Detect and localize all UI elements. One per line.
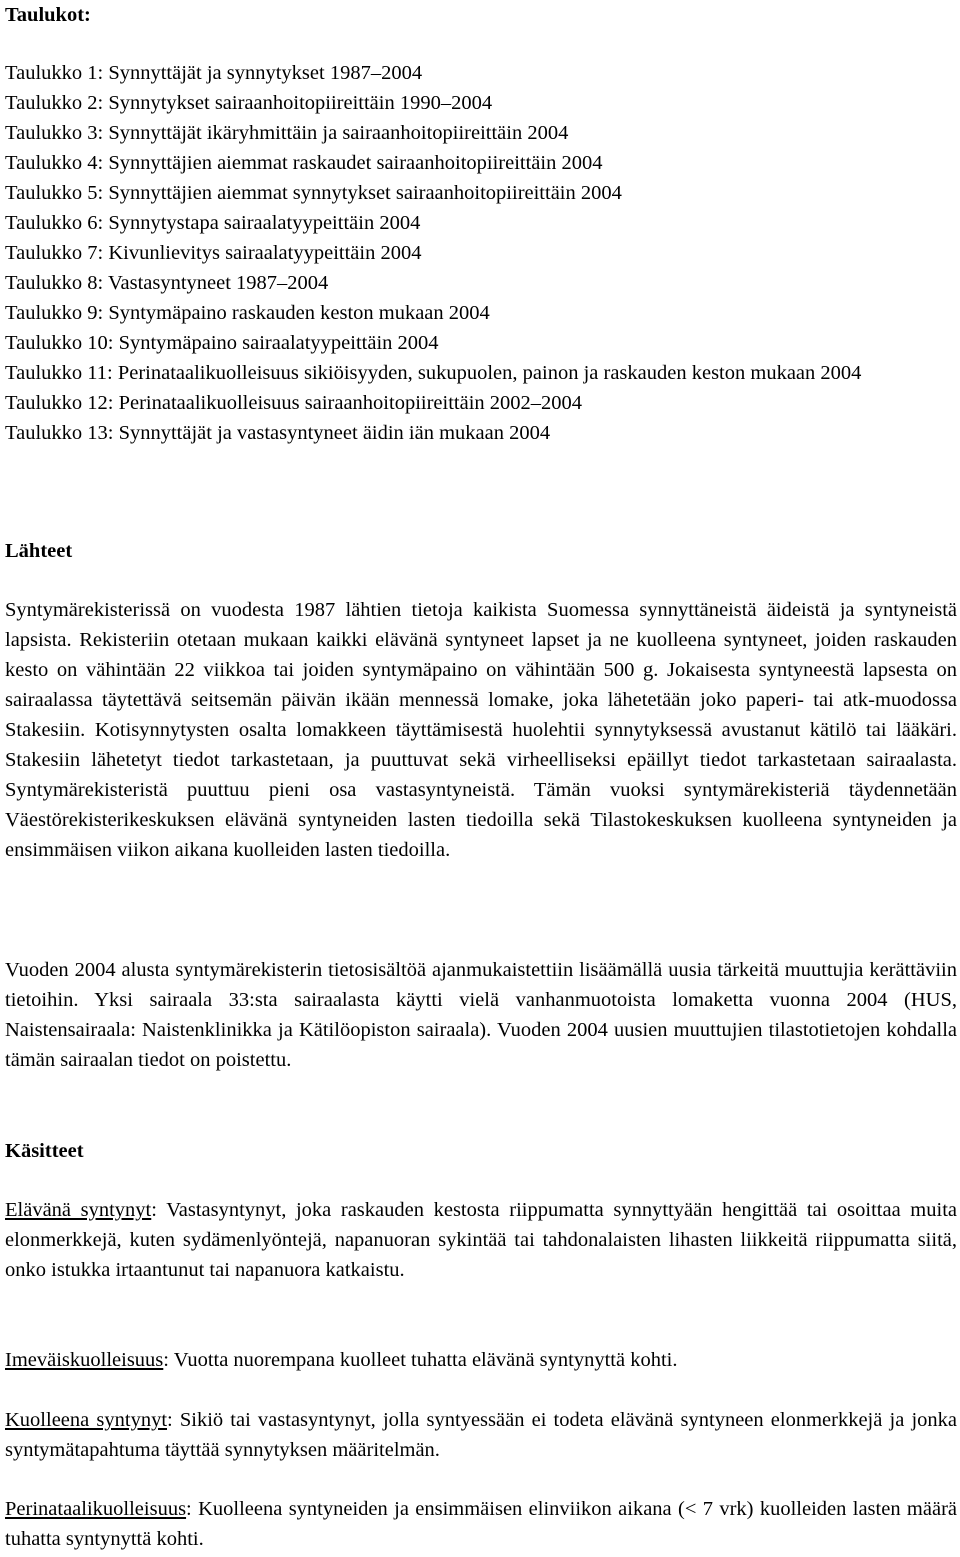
page-title: Taulukot:: [5, 4, 91, 26]
concept-term: Imeväiskuolleisuus: [5, 1349, 164, 1371]
table-list-item: Taulukko 11: Perinataalikuolleisuus sikiöisyyden, sukupuolen, painon ja raskauden keston mukaan 2004: [5, 362, 862, 384]
table-list-item: Taulukko 6: Synnytystapa sairaalatyypeittäin 2004: [5, 212, 421, 234]
table-list-item: Taulukko 1: Synnyttäjät ja synnytykset 1987–2004: [5, 62, 423, 84]
concept-definition: [5, 1405, 957, 1465]
concept-text: : Kuolleena syntyneiden ja ensimmäisen elinviikon aikana (< 7 vrk) kuolleiden lasten määrä tuhatta syntynyttä kohti.: [5, 1498, 957, 1550]
table-list-item: Taulukko 7: Kivunlievitys sairaalatyypeittäin 2004: [5, 242, 422, 264]
table-list-item: Taulukko 2: Synnytykset sairaanhoitopiireittäin 1990–2004: [5, 92, 493, 114]
concept-definition: [5, 1345, 957, 1375]
concept-term: Kuolleena syntynyt: [5, 1409, 168, 1431]
table-list: [5, 58, 957, 448]
table-list-item: Taulukko 3: Synnyttäjät ikäryhmittäin ja sairaanhoitopiireittäin 2004: [5, 122, 569, 144]
table-list-item: Taulukko 10: Syntymäpaino sairaalatyypeittäin 2004: [5, 332, 439, 354]
table-list-item: Taulukko 13: Synnyttäjät ja vastasyntyneet äidin iän mukaan 2004: [5, 422, 551, 444]
sources-paragraph: Vuoden 2004 alusta syntymärekisterin tietosisältöä ajanmukaistettiin lisäämällä uusia tärkeitä muuttujia kerättäviin tietoihin. Yksi sairaala 33:sta sairaalasta käytti vielä vanhanmuotoista lomaketta vuonna 2004 (HUS, Naistensairaala: Naistenklinikka ja Kätilöopiston sairaala). Vuoden 2004 uusien muuttujien tilastotietojen kohdalla tämän sairaalan tiedot on poistettu.: [5, 959, 957, 1071]
concept-definition: [5, 1195, 957, 1285]
concept-text: : Sikiö tai vastasyntynyt, jolla syntyessään ei todeta elävänä syntyneen elonmerkkejä ja jonka syntymätapahtuma täyttää synnytyksen määritelmän.: [5, 1409, 957, 1461]
sources-paragraph: Syntymärekisterissä on vuodesta 1987 lähtien tietoja kaikista Suomessa synnyttäneistä äideistä ja syntyneistä lapsista. Rekisteriin otetaan mukaan kaikki elävänä syntyneet lapset ja ne kuolleena syntyneet, joiden raskauden kesto on vähintään 22 viikkoa tai joiden syntymäpaino on vähintään 500 g. Jokaisesta syntyneestä lapsesta on sairaalassa täytettävä seitsemän päivän ikään mennessä lomake, joka lähetetään joko paperi- tai atk-muodossa Stakesiin. Kotisynnytysten osalta lomakkeen täyttämisestä huolehtii synnytyksessä avustanut kätilö tai lääkäri. Stakesiin lähetetyt tiedot tarkastetaan, ja puuttuvat sekä virheelliseksi epäillyt tiedot tarkastetaan sairaalasta. Syntymärekisteristä puuttuu pieni osa vastasyntyneistä. Tämän vuoksi syntymärekisteriä täydennetään Väestörekisterikeskuksen elävänä syntyneiden lasten tiedoilla sekä Tilastokeskuksen kuolleena syntyneiden ja ensimmäisen viikon aikana kuolleiden lasten tiedoilla.: [5, 599, 957, 861]
concept-text: : Vastasyntynyt, joka raskauden kestosta riippumatta synnyttyään hengittää tai osoittaa muita elonmerkkejä, kuten sydämenlyöntejä, napanuoran sykintää tai tahdonalaisten lihasten liikkeitä riippumatta siitä, onko istukka irtaantunut tai napanuora katkaistu.: [5, 1199, 957, 1281]
sources-heading: Lähteet: [5, 540, 73, 562]
concept-term: Perinataalikuolleisuus: [5, 1498, 187, 1520]
table-list-item: Taulukko 12: Perinataalikuolleisuus sairaanhoitopiireittäin 2002–2004: [5, 392, 583, 414]
table-list-item: Taulukko 4: Synnyttäjien aiemmat raskaudet sairaanhoitopiireittäin 2004: [5, 152, 603, 174]
table-list-item: Taulukko 8: Vastasyntyneet 1987–2004: [5, 272, 329, 294]
concepts-heading: Käsitteet: [5, 1140, 84, 1162]
table-list-item: Taulukko 9: Syntymäpaino raskauden keston mukaan 2004: [5, 302, 490, 324]
table-list-item: Taulukko 5: Synnyttäjien aiemmat synnytykset sairaanhoitopiireittäin 2004: [5, 182, 622, 204]
concept-text: : Vuotta nuorempana kuolleet tuhatta elävänä syntynyttä kohti.: [163, 1349, 678, 1371]
concept-definition: [5, 1494, 957, 1554]
concept-term: Elävänä syntynyt: [5, 1199, 152, 1221]
